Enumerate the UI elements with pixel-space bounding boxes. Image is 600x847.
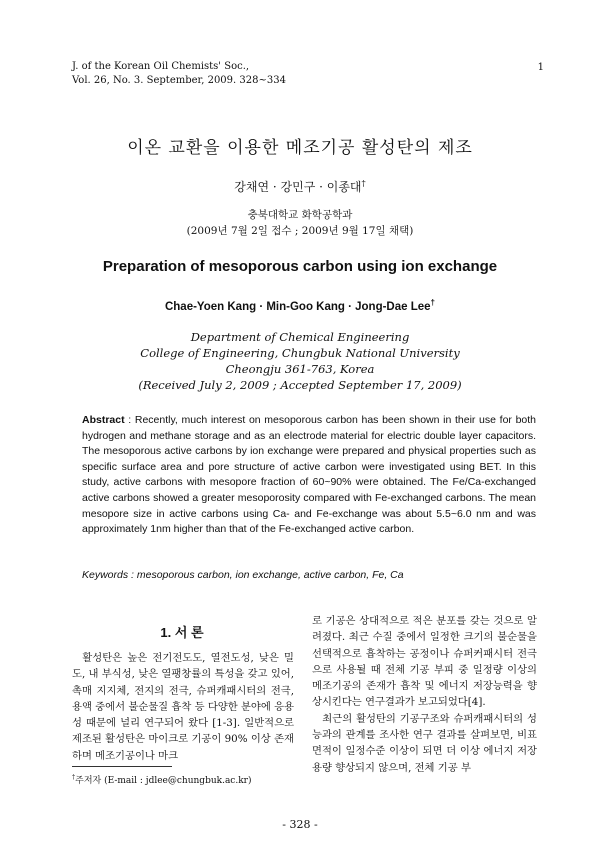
footnote [72, 773, 251, 786]
footer-page-number: - 328 - [282, 818, 318, 831]
affiliation-dept: Department of Chemical Engineering [190, 330, 410, 344]
affiliation-college: College of Engineering, Chungbuk National University [140, 346, 460, 360]
abstract-label: Abstract [82, 414, 125, 426]
section-heading-introduction: 1. 서 론 [160, 625, 204, 640]
footnote-divider [72, 766, 172, 767]
journal-citation [72, 60, 286, 88]
abstract-text: : Recently, much interest on mesoporous carbon has been shown in their use for both hydrogen and methane storage and as an electrode material for electric double layer capacitors. The mesoporous active carbons by ion exchange were prepared and physical properties such as specific surface area and pore structure of active carbon were investigated using BET. In this study, active carbons with mesopore fraction of 60~90% were obtained. The Fe/Ca-exchanged active carbons showed a greater mesoporosity compared with Fe-exchanged carbons. The mean mesopore size in active carbons using Ca- and Fe-exchange was about 5.5~6.0 nm and was approximately 1nm higher than that of the Fe-exchanged active carbon. [82, 414, 537, 536]
affiliation-korean [0, 207, 600, 239]
abstract [82, 413, 536, 538]
affiliation-korean-name: 충북대학교 화학공학과 [247, 209, 353, 221]
authors-korean-names: 강채연 · 강민구 · 이종대 [234, 180, 362, 194]
body-right-paragraph-2: 최근의 활성탄의 기공구조와 슈퍼캐패시터의 성능과의 관계를 조사한 연구 결과를 살펴보면, 비표면적이 일정수준 이상이 되면 더 이상 에너지 저장 용량 향상되지 않으며, 전체 기공 부 [312, 712, 537, 774]
authors-korean [0, 178, 600, 195]
title-korean: 이온 교환을 이용한 메조기공 활성탄의 제조 [127, 138, 473, 158]
affiliation-english [0, 329, 600, 393]
body-right-paragraph-1: 로 기공은 상대적으로 적은 분포를 갖는 것으로 알려졌다. 최근 수질 중에서 일정한 크기의 불순물을 선택적으로 흡착하는 공정이나 슈퍼커패시터 전극으로 사용될 때 전체 기공 부피 중 일정량 이상의 메조기공의 존재가 흡착 및 에너지 저장능력을 향상시킨다는 연구결과가 보고되었다[4]. [312, 615, 537, 709]
corresponding-author-mark-en: † [430, 298, 436, 307]
page-number: 1 [537, 62, 544, 73]
title-english: Preparation of mesoporous carbon using ion exchange [102, 258, 498, 275]
corresponding-author-mark: † [361, 178, 366, 188]
affiliation-city: Cheongju 361-763, Korea [225, 362, 375, 376]
body-column-left [72, 650, 294, 764]
body-left-paragraph: 활성탄은 높은 전기전도도, 열전도성, 낮은 밀도, 내 부식성, 낮은 열팽창률의 특성을 갖고 있어, 촉매 지지체, 전지의 전극, 슈퍼캐패시터의 전극, 용액 중에서 불순물질 흡착 등 다양한 분야에 응용성 때문에 널리 연구되어 왔다 [1-3]. 일반적으로 제조된 활성탄은 마이크로 기공이 90% 이상 존재하며 메조기공이나 마크 [72, 652, 294, 762]
dates-korean: (2009년 7월 2일 접수 ; 2009년 9월 17일 채택) [186, 225, 414, 237]
journal-line-1: J. of the Korean Oil Chemists' Soc., [72, 61, 250, 72]
dates-english: (Received July 2, 2009 ; Accepted September 17, 2009) [138, 378, 462, 392]
footnote-text: 주저자 (E-mail : jdlee@chungbuk.ac.kr) [75, 776, 252, 786]
journal-line-2: Vol. 26, No. 3. September, 2009. 328~334 [72, 75, 286, 86]
body-column-right [312, 613, 537, 776]
authors-english [0, 298, 600, 313]
footnote-mark: † [72, 774, 76, 781]
keywords: Keywords : mesoporous carbon, ion exchange, active carbon, Fe, Ca [82, 569, 404, 581]
authors-english-names: Chae-Yoen Kang · Min-Goo Kang · Jong-Dae Lee [164, 300, 431, 313]
